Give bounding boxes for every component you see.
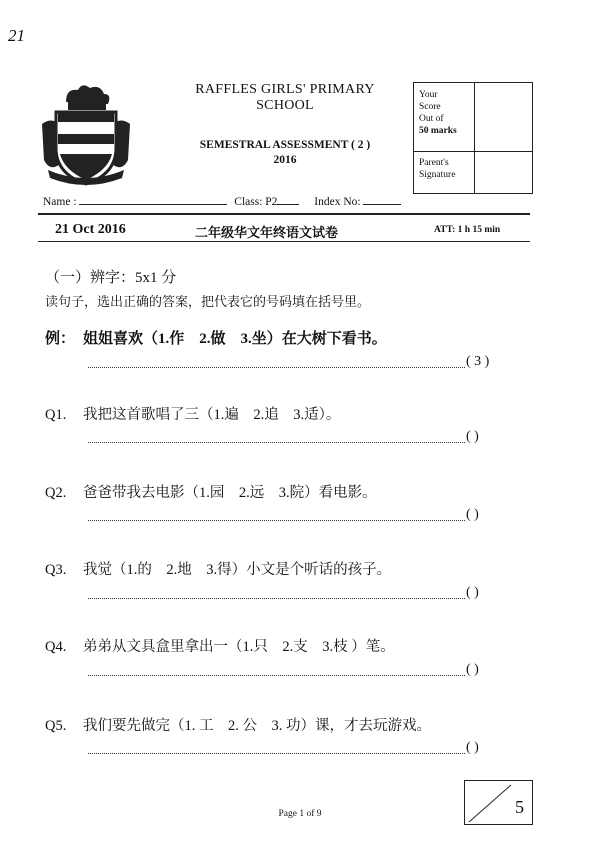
answer-brackets[interactable]: ( ) bbox=[466, 740, 479, 755]
question-row bbox=[45, 714, 431, 735]
exam-title: 二年级华文年终语文试卷 bbox=[195, 225, 339, 240]
question-number: Q4. bbox=[45, 639, 67, 655]
answer-dots bbox=[88, 442, 465, 444]
score-label-line: Out of bbox=[419, 114, 444, 124]
answer-dots bbox=[88, 598, 465, 600]
score-box bbox=[413, 82, 533, 194]
answer-brackets[interactable]: ( ) bbox=[466, 507, 479, 522]
school-name-line2: SCHOOL bbox=[256, 98, 314, 113]
question-row bbox=[45, 481, 377, 502]
divider bbox=[38, 213, 530, 215]
school-name bbox=[160, 82, 410, 114]
signature-label-line: Parent's bbox=[419, 158, 449, 168]
section-heading: （一）辨字：5x1 分 bbox=[45, 270, 177, 286]
corner-page-mark: 21 bbox=[8, 26, 25, 45]
index-label: Index No: bbox=[314, 196, 361, 208]
section-instruction: 读句子，选出正确的答案，把代表它的号码填在括号里。 bbox=[45, 294, 371, 309]
question-number: Q1. bbox=[45, 407, 67, 423]
name-label: Name : bbox=[43, 196, 77, 208]
assessment-name: SEMESTRAL ASSESSMENT ( 2 ) bbox=[199, 139, 371, 151]
page-number: Page 1 of 9 bbox=[278, 809, 322, 819]
question-text: 我把这首歌唱了三（1.遍 2.追 3.适）。 bbox=[83, 407, 341, 423]
score-label-line: Your bbox=[419, 90, 438, 100]
school-name-line1: RAFFLES GIRLS' PRIMARY bbox=[195, 82, 375, 97]
index-field[interactable] bbox=[363, 204, 401, 205]
answer-dots bbox=[88, 367, 465, 369]
class-field[interactable] bbox=[277, 204, 299, 205]
question-row bbox=[45, 558, 391, 579]
question-number: Q5. bbox=[45, 718, 67, 734]
question-text: 我觉（1.的 2.地 3.得）小文是个听话的孩子。 bbox=[83, 562, 392, 578]
example-label: 例： bbox=[45, 331, 76, 347]
assessment-year: 2016 bbox=[273, 154, 297, 166]
score-label-line: 50 marks bbox=[419, 126, 457, 136]
answer-brackets[interactable]: ( ) bbox=[466, 429, 479, 444]
exam-duration: ATT: 1 h 15 min bbox=[434, 225, 501, 235]
question-text: 爸爸带我去电影（1.园 2.远 3.院）看电影。 bbox=[83, 485, 377, 501]
assessment-title bbox=[160, 138, 410, 168]
student-info-line bbox=[43, 196, 401, 208]
question-number: Q2. bbox=[45, 485, 67, 501]
question-row bbox=[45, 403, 340, 424]
class-label: Class: P2 bbox=[234, 196, 278, 208]
score-label-line: Score bbox=[419, 102, 441, 112]
answer-brackets[interactable]: ( ) bbox=[466, 662, 479, 677]
divider bbox=[38, 241, 530, 242]
page-score: 5 bbox=[515, 797, 524, 817]
answer-brackets[interactable]: ( ) bbox=[466, 585, 479, 600]
answer-dots bbox=[88, 675, 465, 677]
exam-date: 21 Oct 2016 bbox=[55, 222, 126, 237]
school-crest-logo bbox=[38, 82, 134, 190]
score-label bbox=[419, 89, 457, 137]
question-number: Q3. bbox=[45, 562, 67, 578]
example-text: 姐姐喜欢（1.作 2.做 3.坐）在大树下看书。 bbox=[83, 331, 387, 347]
signature-label-line: Signature bbox=[419, 170, 456, 180]
signature-label bbox=[419, 157, 455, 181]
answer-dots bbox=[88, 520, 465, 522]
question-text: 弟弟从文具盒里拿出一（1.只 2.支 3.枝 ）笔。 bbox=[83, 639, 395, 655]
example-answer: ( 3 ) bbox=[466, 354, 490, 369]
question-text: 我们要先做完（1. 工 2. 公 3. 功）课，才去玩游戏。 bbox=[83, 718, 431, 734]
answer-dots bbox=[88, 753, 465, 755]
name-field[interactable] bbox=[79, 204, 227, 205]
example-question bbox=[45, 327, 387, 348]
question-row bbox=[45, 635, 395, 656]
